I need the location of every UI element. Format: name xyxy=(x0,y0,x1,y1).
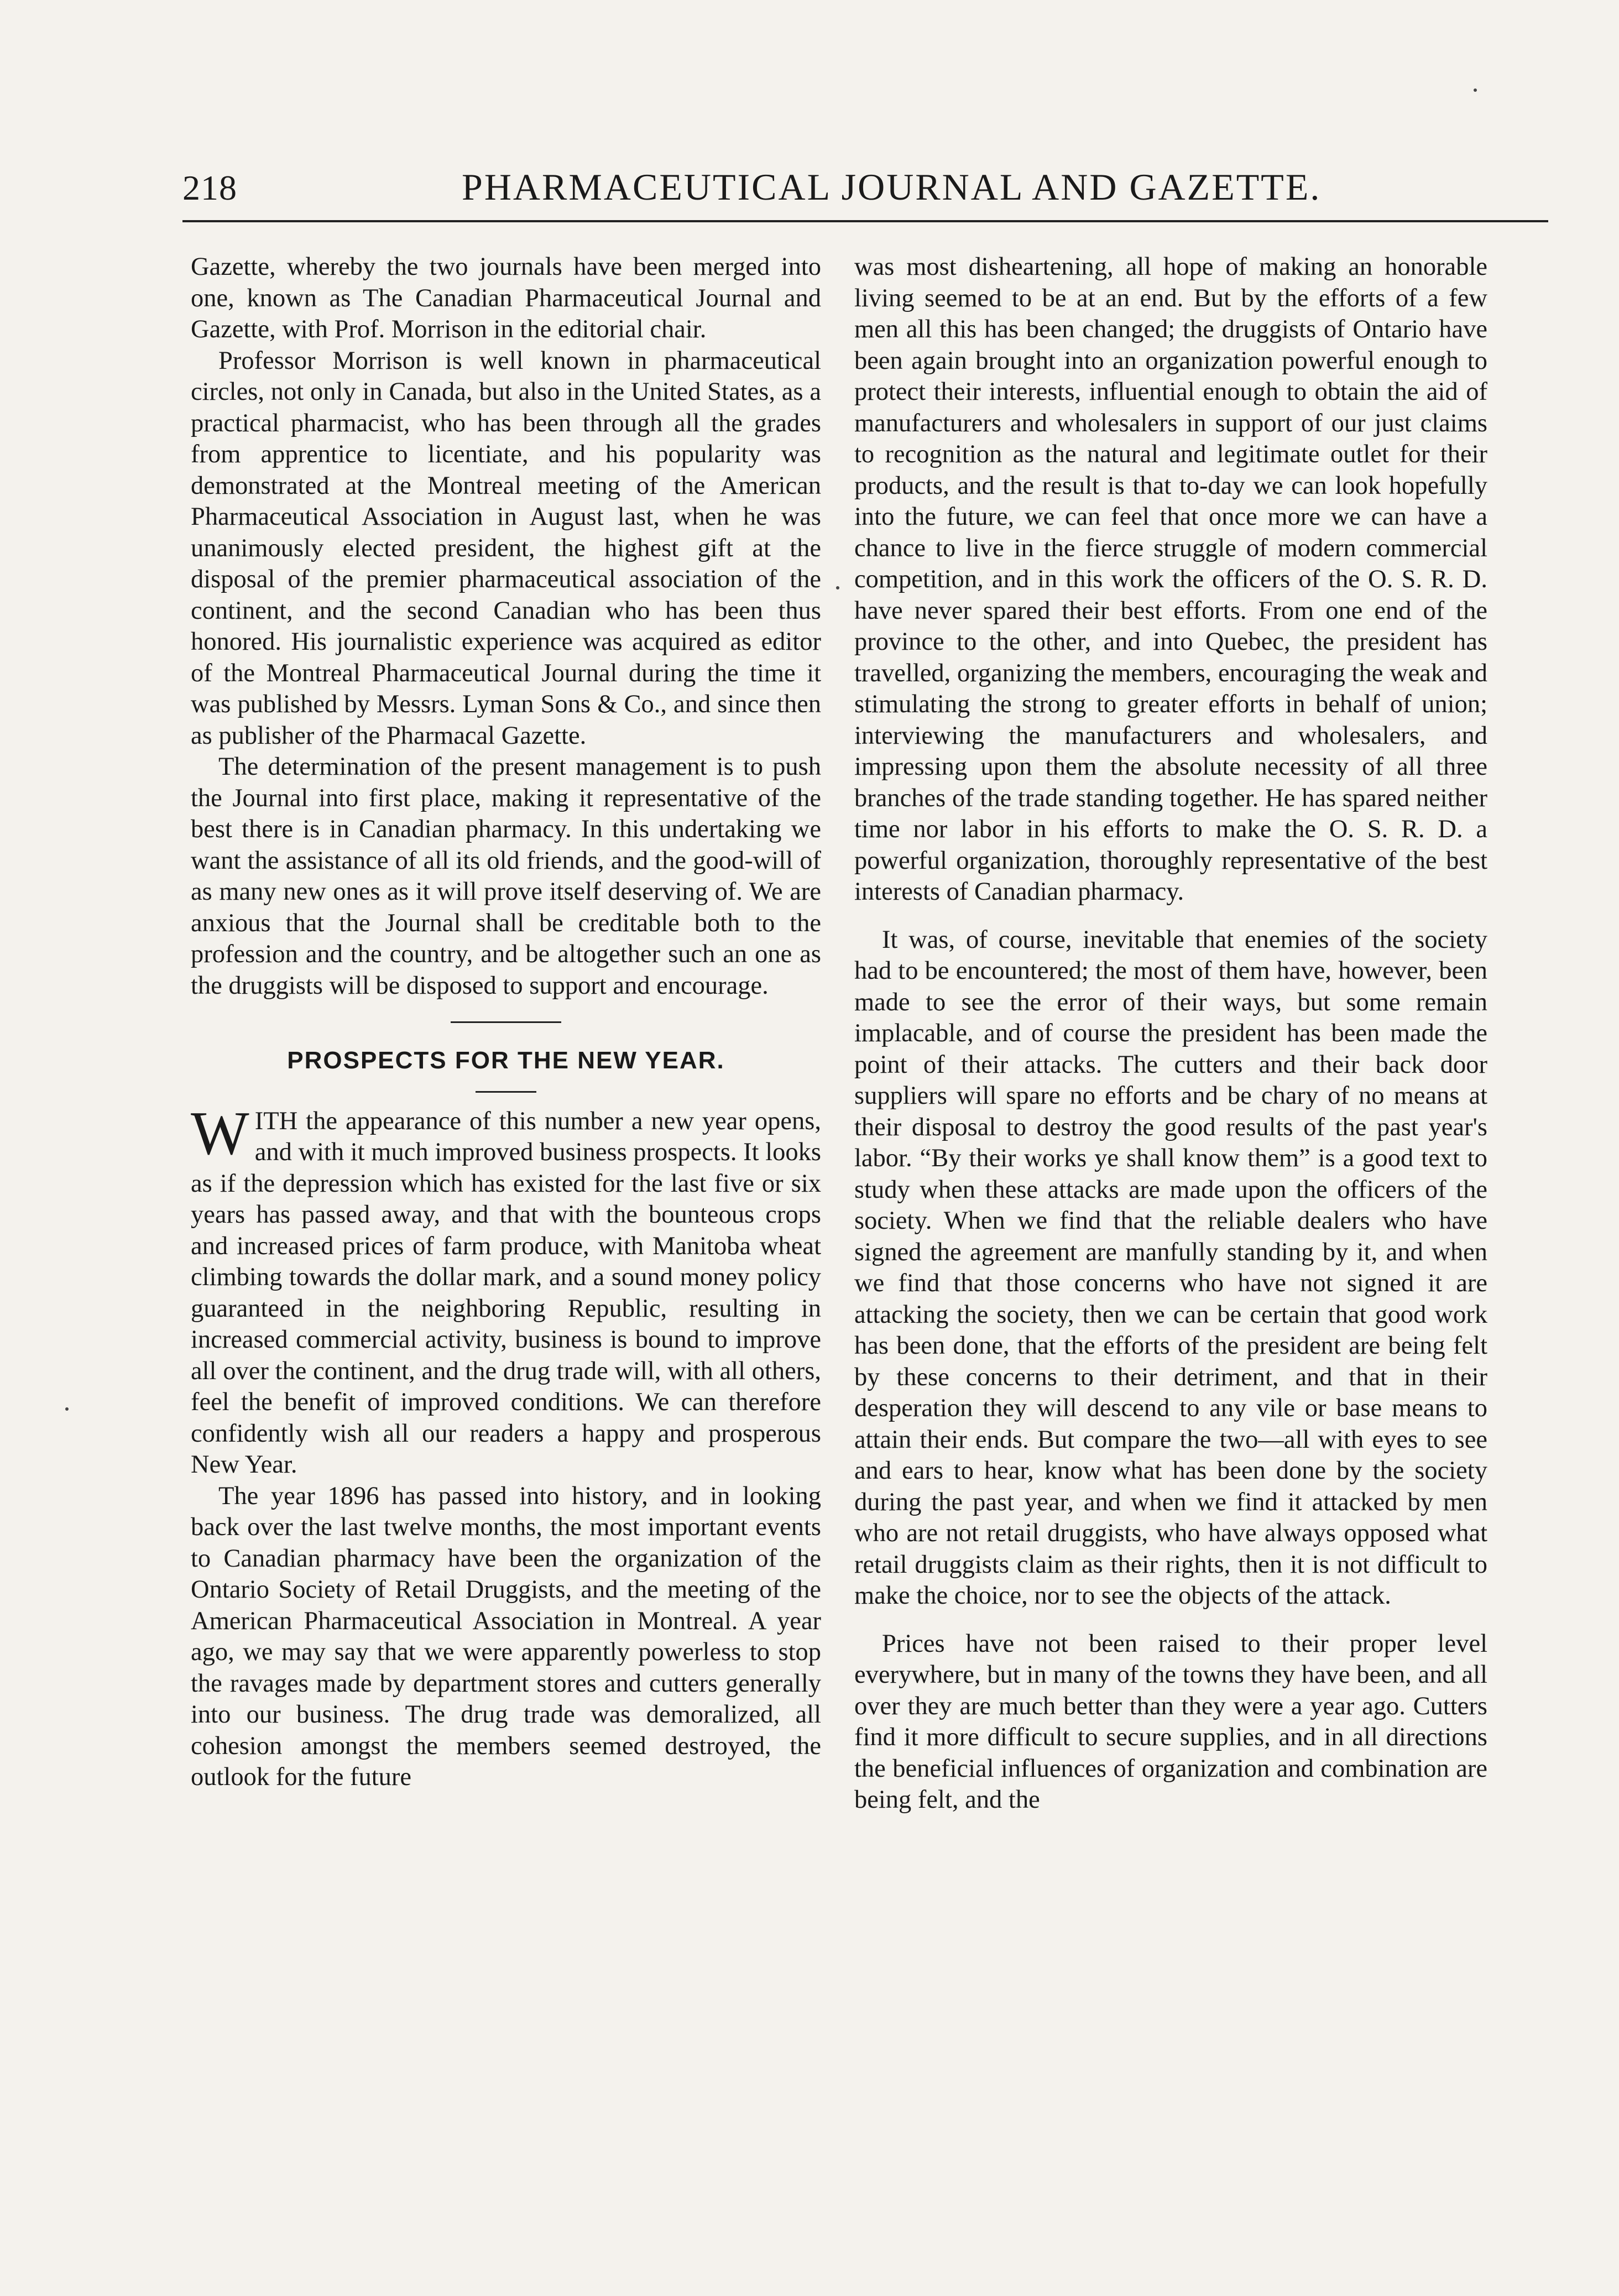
paper-speck xyxy=(65,1407,69,1411)
drop-cap: W xyxy=(191,1099,249,1168)
paragraph: Professor Morrison is well known in pharmaceutical circles, not only in Canada, but also in the United States, as a practical pharmacist, who has been through all the grades from apprentice to licentiate, and his popularity was demonstrated at the Montreal meeting of the American Pharmaceutical Association in August last, when he was unanimously elected president, the highest gift at the disposal of the premier pharmaceutical association of the continent, and the second Canadian who has been thus honored. His journalistic experience was acquired as editor of the Montreal Pharmaceutical Journal during the time it was published by Messrs. Lyman Sons & Co., and since then as publisher of the Pharmacal Gazette. xyxy=(191,346,821,750)
paragraph: Gazette, whereby the two journals have been merged into one, known as The Canadian Pharmaceutical Journal and Gazette, with Prof. Morrison in the editorial chair. xyxy=(191,253,821,343)
paragraph: The determination of the present management is to push the Journal into first place, making it representative of the best there is in Canadian pharmacy. In this undertaking we want the assistance of all its old friends, and the good-will of as many new ones as it will prove itself deserving of. We are anxious that the Journal shall be creditable both to the profession and the country, and be altogether such an one as the druggists will be disposed to support and encourage. xyxy=(191,753,821,1000)
page-number: 218 xyxy=(182,168,237,207)
paper-speck xyxy=(1474,88,1477,92)
paragraph: The year 1896 has passed into history, and in looking back over the last twelve months, the most important events to Canadian pharmacy have been the organization of the Ontario Society of Retail Druggists, and the meeting of the American Pharmaceutical Association in Montreal. A year ago, we may say that we were apparently powerless to stop the ravages made by department stores and cutters generally into our business. The drug trade was demoralized, all cohesion amongst the members seemed destroyed, the outlook for the future xyxy=(191,1481,821,1791)
section-title: PROSPECTS FOR THE NEW YEAR. xyxy=(287,1047,725,1074)
right-column xyxy=(854,252,1487,1816)
section-divider xyxy=(451,1021,561,1023)
paragraph: was most disheartening, all hope of making an honorable living seemed to be at an end. But by the efforts of a few men all this has been changed; the druggists of Ontario have been again brought into an organization powerful enough to protect their interests, influential enough to obtain the aid of manufacturers and wholesalers in support of our just claims to recognition as the natural and legitimate outlet for their products, and the result is that to-day we can look hopefully into the future, we can feel that once more we can have a chance to live in the fierce struggle of modern commercial competition, and in this work the officers of the O. S. R. D. have never spared their best efforts. From one end of the province to the other, and into Quebec, the president has travelled, organizing the members, encouraging the weak and stimulating the strong to greater efforts in behalf of union; interviewing the manufacturers and wholesalers, and impressing upon them the absolute necessity of all three branches of the trade standing together. He has spared neither time nor labor in his efforts to make the O. S. R. D. a powerful organization, thoroughly representative of the best interests of Canadian pharmacy. xyxy=(854,253,1487,906)
title-underline xyxy=(476,1091,536,1093)
paragraph xyxy=(191,1099,821,1481)
paragraph: Prices have not been raised to their proper level everywhere, but in many of the towns they have been, and all over they are much better than they were a year ago. Cutters find it more difficult to secure supplies, and in all directions the beneficial influences of organization and combination are being felt, and the xyxy=(854,1629,1487,1814)
paragraph-text: ITH the appearance of this number a new year opens, and with it much improved business prospects. It looks as if the depression which has existed for the last five or six years has passed away, and that with the bounteous crops and increased prices of farm produce, with Manitoba wheat climbing towards the dollar mark, and a sound money policy guaranteed in the neighboring Republic, resulting in increased commercial activity, business is bound to improve all over the continent, and the drug trade will, with all others, feel the benefit of improved conditions. We can therefore confidently wish all our readers a happy and prosperous New Year. xyxy=(191,1107,821,1479)
paper-speck xyxy=(836,586,839,589)
paragraph: It was, of course, inevitable that enemies of the society had to be encountered; the most of them have, however, been made to see the error of their ways, but some remain implacable, and of course the president has been made the point of their attacks. The cutters and their back door suppliers will spare no efforts and be chary of no means at their disposal to destroy the good results of the past year's labor. “By their works ye shall know them” is a good text to study when these attacks are made upon the officers of the society. When we find that the reliable dealers who have signed the agreement are manfully standing by it, and when we find that those concerns who have not signed it are attacking the society, then we can be certain that good work has been done, that the efforts of the president are being felt by these concerns to their detriment, and that in their desperation they will descend to any vile or base means to attain their ends. But compare the two—all with eyes to see and ears to hear, know what has been done by the society during the past year, and when we find it attacked by men who are not retail druggists, who have always opposed what retail druggists claim as their rights, then it is not difficult to make the choice, nor to see the objects of the attack. xyxy=(854,925,1487,1610)
header-rule xyxy=(182,220,1548,222)
page-header xyxy=(182,158,1322,218)
running-head: PHARMACEUTICAL JOURNAL AND GAZETTE. xyxy=(462,166,1322,208)
left-column xyxy=(191,252,821,1793)
